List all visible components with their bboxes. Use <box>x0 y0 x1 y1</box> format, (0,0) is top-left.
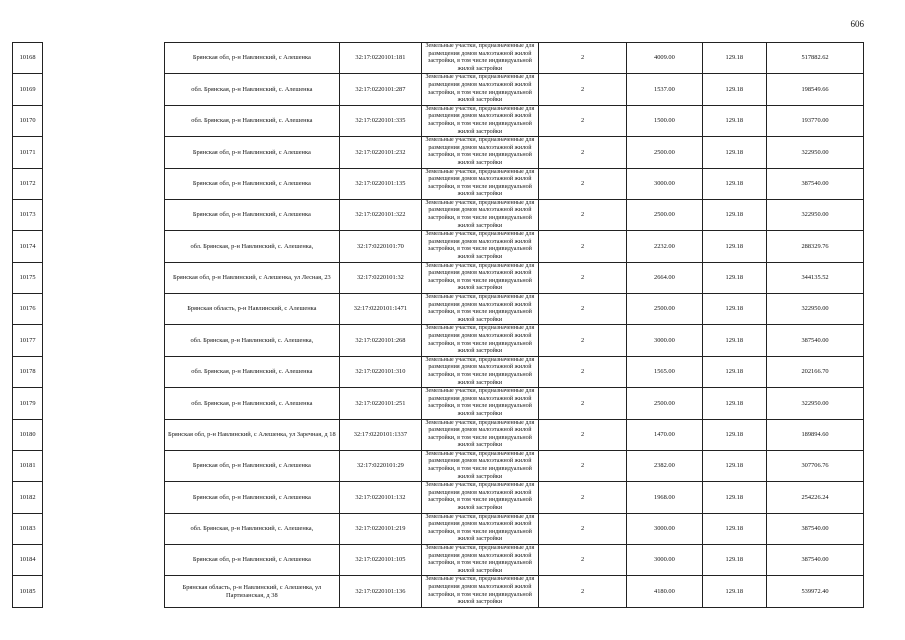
area-cell: 2500.00 <box>627 137 702 168</box>
empty-column <box>43 74 165 105</box>
cadastral-value-cell: 387540.00 <box>767 513 864 544</box>
land-use-cell: Земельные участки, предназначенные для размещения домов малоэтажной жилой застройки, в том числе индивидуальной жилой застройки <box>421 482 538 513</box>
rate-cell: 129.18 <box>702 231 767 262</box>
area-cell: 2382.00 <box>627 450 702 481</box>
category-cell: 2 <box>539 388 627 419</box>
land-use-cell: Земельные участки, предназначенные для размещения домов малоэтажной жилой застройки, в том числе индивидуальной жилой застройки <box>421 74 538 105</box>
empty-column <box>43 482 165 513</box>
address-cell: обл. Брянская, р-н Навлинский, с. Алешенка <box>164 74 339 105</box>
cadastral-number-cell: 32:17:0220101:251 <box>340 388 422 419</box>
land-use-cell: Земельные участки, предназначенные для размещения домов малоэтажной жилой застройки, в том числе индивидуальной жилой застройки <box>421 294 538 325</box>
rate-cell: 129.18 <box>702 105 767 136</box>
cadastral-number-cell: 32:17:0220101:310 <box>340 356 422 387</box>
rate-cell: 129.18 <box>702 545 767 576</box>
table-row <box>13 262 864 293</box>
area-cell: 3000.00 <box>627 513 702 544</box>
empty-column <box>43 231 165 262</box>
land-use-cell: Земельные участки, предназначенные для размещения домов малоэтажной жилой застройки, в том числе индивидуальной жилой застройки <box>421 545 538 576</box>
address-cell: обл. Брянская, р-н Навлинский, с. Алешенка, <box>164 231 339 262</box>
address-cell: обл. Брянская, р-н Навлинский, с. Алешенка, <box>164 325 339 356</box>
cadastral-value-cell: 322950.00 <box>767 388 864 419</box>
empty-column <box>43 105 165 136</box>
land-use-cell: Земельные участки, предназначенные для размещения домов малоэтажной жилой застройки, в том числе индивидуальной жилой застройки <box>421 262 538 293</box>
rate-cell: 129.18 <box>702 137 767 168</box>
row-number-cell: 10174 <box>13 231 43 262</box>
category-cell: 2 <box>539 199 627 230</box>
rate-cell: 129.18 <box>702 168 767 199</box>
row-number-cell: 10185 <box>13 576 43 607</box>
land-use-cell: Земельные участки, предназначенные для размещения домов малоэтажной жилой застройки, в том числе индивидуальной жилой застройки <box>421 43 538 74</box>
address-cell: Брянская обл, р-н Навлинский, с Алешенка <box>164 168 339 199</box>
rate-cell: 129.18 <box>702 74 767 105</box>
rate-cell: 129.18 <box>702 388 767 419</box>
cadastral-number-cell: 32:17:0220101:1337 <box>340 419 422 450</box>
rate-cell: 129.18 <box>702 43 767 74</box>
cadastral-value-cell: 307706.76 <box>767 450 864 481</box>
table-row <box>13 356 864 387</box>
land-use-cell: Земельные участки, предназначенные для размещения домов малоэтажной жилой застройки, в том числе индивидуальной жилой застройки <box>421 105 538 136</box>
cadastral-number-cell: 32:17:0220101:181 <box>340 43 422 74</box>
empty-column <box>43 388 165 419</box>
cadastral-value-cell: 387540.00 <box>767 325 864 356</box>
empty-column <box>43 356 165 387</box>
table-row <box>13 43 864 74</box>
cadastral-number-cell: 32:17:0220101:335 <box>340 105 422 136</box>
empty-column <box>43 294 165 325</box>
area-cell: 3000.00 <box>627 325 702 356</box>
cadastral-number-cell: 32:17:0220101:32 <box>340 262 422 293</box>
land-use-cell: Земельные участки, предназначенные для размещения домов малоэтажной жилой застройки, в том числе индивидуальной жилой застройки <box>421 450 538 481</box>
category-cell: 2 <box>539 419 627 450</box>
area-cell: 2232.00 <box>627 231 702 262</box>
table-row <box>13 105 864 136</box>
table-row <box>13 482 864 513</box>
table-row <box>13 513 864 544</box>
rate-cell: 129.18 <box>702 513 767 544</box>
area-cell: 2664.00 <box>627 262 702 293</box>
table-body <box>13 43 864 608</box>
table-row <box>13 231 864 262</box>
rate-cell: 129.18 <box>702 482 767 513</box>
empty-column <box>43 168 165 199</box>
rate-cell: 129.18 <box>702 294 767 325</box>
land-use-cell: Земельные участки, предназначенные для размещения домов малоэтажной жилой застройки, в том числе индивидуальной жилой застройки <box>421 419 538 450</box>
rate-cell: 129.18 <box>702 199 767 230</box>
cadastral-number-cell: 32:17:0220101:70 <box>340 231 422 262</box>
rate-cell: 129.18 <box>702 262 767 293</box>
cadastral-value-cell: 189894.60 <box>767 419 864 450</box>
row-number-cell: 10178 <box>13 356 43 387</box>
row-number-cell: 10169 <box>13 74 43 105</box>
cadastral-number-cell: 32:17:0220101:232 <box>340 137 422 168</box>
cadastral-number-cell: 32:17:0220101:219 <box>340 513 422 544</box>
land-use-cell: Земельные участки, предназначенные для размещения домов малоэтажной жилой застройки, в том числе индивидуальной жилой застройки <box>421 356 538 387</box>
address-cell: Брянская обл, р-н Навлинский, с Алешенка, ул Заречная, д 18 <box>164 419 339 450</box>
category-cell: 2 <box>539 513 627 544</box>
row-number-cell: 10175 <box>13 262 43 293</box>
cadastral-value-cell: 202166.70 <box>767 356 864 387</box>
cadastral-value-cell: 387540.00 <box>767 168 864 199</box>
empty-column <box>43 43 165 74</box>
rate-cell: 129.18 <box>702 356 767 387</box>
cadastral-number-cell: 32:17:0220101:287 <box>340 74 422 105</box>
land-use-cell: Земельные участки, предназначенные для размещения домов малоэтажной жилой застройки, в том числе индивидуальной жилой застройки <box>421 513 538 544</box>
address-cell: обл. Брянская, р-н Навлинский, с. Алешенка <box>164 388 339 419</box>
cadastral-number-cell: 32:17:0220101:132 <box>340 482 422 513</box>
land-use-cell: Земельные участки, предназначенные для размещения домов малоэтажной жилой застройки, в том числе индивидуальной жилой застройки <box>421 576 538 607</box>
area-cell: 2500.00 <box>627 294 702 325</box>
empty-column <box>43 199 165 230</box>
land-use-cell: Земельные участки, предназначенные для размещения домов малоэтажной жилой застройки, в том числе индивидуальной жилой застройки <box>421 388 538 419</box>
category-cell: 2 <box>539 74 627 105</box>
cadastral-number-cell: 32:17:0220101:135 <box>340 168 422 199</box>
table-row <box>13 419 864 450</box>
category-cell: 2 <box>539 325 627 356</box>
row-number-cell: 10170 <box>13 105 43 136</box>
cadastral-number-cell: 32:17:0220101:1471 <box>340 294 422 325</box>
land-use-cell: Земельные участки, предназначенные для размещения домов малоэтажной жилой застройки, в том числе индивидуальной жилой застройки <box>421 168 538 199</box>
address-cell: Брянская обл, р-н Навлинский, с Алешенка <box>164 450 339 481</box>
area-cell: 4009.00 <box>627 43 702 74</box>
cadastral-value-cell: 198549.66 <box>767 74 864 105</box>
empty-column <box>43 325 165 356</box>
row-number-cell: 10168 <box>13 43 43 74</box>
row-number-cell: 10180 <box>13 419 43 450</box>
category-cell: 2 <box>539 168 627 199</box>
rate-cell: 129.18 <box>702 576 767 607</box>
area-cell: 2500.00 <box>627 388 702 419</box>
row-number-cell: 10183 <box>13 513 43 544</box>
address-cell: Брянская область, р-н Навлинский, с Алешенка <box>164 294 339 325</box>
land-use-cell: Земельные участки, предназначенные для размещения домов малоэтажной жилой застройки, в том числе индивидуальной жилой застройки <box>421 231 538 262</box>
area-cell: 1537.00 <box>627 74 702 105</box>
address-cell: обл. Брянская, р-н Навлинский, с. Алешенка <box>164 356 339 387</box>
cadastral-value-table <box>12 42 864 608</box>
row-number-cell: 10171 <box>13 137 43 168</box>
cadastral-value-cell: 387540.00 <box>767 545 864 576</box>
area-cell: 2500.00 <box>627 199 702 230</box>
area-cell: 4180.00 <box>627 576 702 607</box>
cadastral-value-cell: 193770.00 <box>767 105 864 136</box>
address-cell: Брянская обл, р-н Навлинский, с Алешенка <box>164 199 339 230</box>
area-cell: 1500.00 <box>627 105 702 136</box>
cadastral-value-cell: 344135.52 <box>767 262 864 293</box>
category-cell: 2 <box>539 545 627 576</box>
row-number-cell: 10179 <box>13 388 43 419</box>
table-row <box>13 294 864 325</box>
cadastral-value-cell: 322950.00 <box>767 199 864 230</box>
cadastral-number-cell: 32:17:0220101:322 <box>340 199 422 230</box>
table-row <box>13 168 864 199</box>
row-number-cell: 10173 <box>13 199 43 230</box>
cadastral-number-cell: 32:17:0220101:136 <box>340 576 422 607</box>
table-row <box>13 576 864 607</box>
page-number: 606 <box>850 19 864 29</box>
rate-cell: 129.18 <box>702 419 767 450</box>
area-cell: 1968.00 <box>627 482 702 513</box>
empty-column <box>43 419 165 450</box>
area-cell: 3000.00 <box>627 168 702 199</box>
area-cell: 3000.00 <box>627 545 702 576</box>
address-cell: Брянская область, р-н Навлинский, с Алешенка, ул Партизанская, д 38 <box>164 576 339 607</box>
area-cell: 1565.00 <box>627 356 702 387</box>
category-cell: 2 <box>539 105 627 136</box>
address-cell: Брянская обл, р-н Навлинский, с Алешенка, ул Лесная, 23 <box>164 262 339 293</box>
cadastral-value-cell: 322950.00 <box>767 294 864 325</box>
land-use-cell: Земельные участки, предназначенные для размещения домов малоэтажной жилой застройки, в том числе индивидуальной жилой застройки <box>421 137 538 168</box>
cadastral-value-cell: 539972.40 <box>767 576 864 607</box>
table-row <box>13 450 864 481</box>
address-cell: Брянская обл, р-н Навлинский, с Алешенка <box>164 137 339 168</box>
address-cell: Брянская обл, р-н Навлинский, с Алешенка <box>164 43 339 74</box>
table-row <box>13 199 864 230</box>
category-cell: 2 <box>539 294 627 325</box>
area-cell: 1470.00 <box>627 419 702 450</box>
land-use-cell: Земельные участки, предназначенные для размещения домов малоэтажной жилой застройки, в том числе индивидуальной жилой застройки <box>421 325 538 356</box>
cadastral-value-cell: 254226.24 <box>767 482 864 513</box>
table-row <box>13 388 864 419</box>
empty-column <box>43 576 165 607</box>
empty-column <box>43 513 165 544</box>
category-cell: 2 <box>539 450 627 481</box>
cadastral-number-cell: 32:17:0220101:268 <box>340 325 422 356</box>
cadastral-number-cell: 32:17:0220101:105 <box>340 545 422 576</box>
land-use-cell: Земельные участки, предназначенные для размещения домов малоэтажной жилой застройки, в том числе индивидуальной жилой застройки <box>421 199 538 230</box>
address-cell: Брянская обл, р-н Навлинский, с Алешенка <box>164 545 339 576</box>
address-cell: Брянская обл, р-н Навлинский, с Алешенка <box>164 482 339 513</box>
category-cell: 2 <box>539 262 627 293</box>
table-row <box>13 137 864 168</box>
address-cell: обл. Брянская, р-н Навлинский, с. Алешенка, <box>164 513 339 544</box>
row-number-cell: 10176 <box>13 294 43 325</box>
cadastral-value-cell: 288329.76 <box>767 231 864 262</box>
cadastral-value-cell: 517882.62 <box>767 43 864 74</box>
cadastral-value-cell: 322950.00 <box>767 137 864 168</box>
rate-cell: 129.18 <box>702 325 767 356</box>
empty-column <box>43 262 165 293</box>
rate-cell: 129.18 <box>702 450 767 481</box>
category-cell: 2 <box>539 482 627 513</box>
category-cell: 2 <box>539 43 627 74</box>
empty-column <box>43 545 165 576</box>
table-row <box>13 545 864 576</box>
cadastral-number-cell: 32:17:0220101:29 <box>340 450 422 481</box>
table-row <box>13 325 864 356</box>
row-number-cell: 10182 <box>13 482 43 513</box>
empty-column <box>43 137 165 168</box>
row-number-cell: 10181 <box>13 450 43 481</box>
row-number-cell: 10172 <box>13 168 43 199</box>
category-cell: 2 <box>539 356 627 387</box>
category-cell: 2 <box>539 231 627 262</box>
empty-column <box>43 450 165 481</box>
table-row <box>13 74 864 105</box>
row-number-cell: 10184 <box>13 545 43 576</box>
row-number-cell: 10177 <box>13 325 43 356</box>
category-cell: 2 <box>539 137 627 168</box>
address-cell: обл. Брянская, р-н Навлинский, с. Алешенка <box>164 105 339 136</box>
category-cell: 2 <box>539 576 627 607</box>
